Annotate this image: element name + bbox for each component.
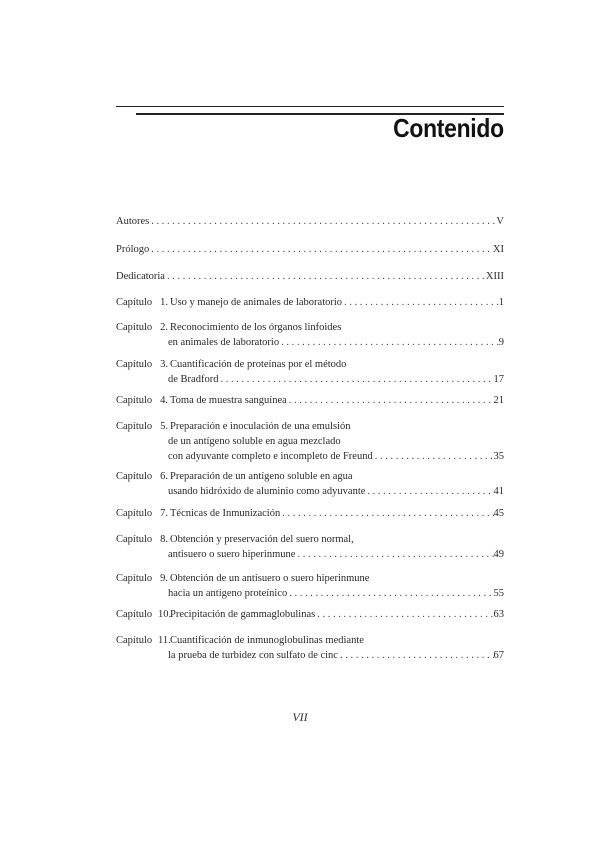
dot-leader [218,372,493,387]
chapter-number: 2. [160,322,168,333]
toc-entry-chapter[interactable] [116,320,504,350]
chapter-title-line: Cuantificación de proteínas por el método [170,359,347,370]
toc-line [116,532,504,547]
chapter-title-line: Obtención y preservación del suero normal, [170,534,354,545]
chapter-title-line: Preparación de un antígeno soluble en agua [170,471,353,482]
toc-entry-chapter[interactable] [116,571,504,601]
toc-line [116,335,504,350]
toc-line [116,419,504,434]
chapter-prefix: Capítulo [116,534,153,545]
chapter-prefix: Capítulo [116,573,153,584]
dot-leader [280,506,493,521]
dot-leader [149,214,496,229]
toc-entry-label: Autores [116,216,150,227]
dot-leader [373,449,494,464]
chapter-number: 8. [160,534,168,545]
toc-entry[interactable] [116,269,504,284]
toc-entry-chapter[interactable] [116,607,504,622]
toc-page-number: 45 [493,508,504,519]
toc-line [116,648,504,663]
toc-page-number: V [496,216,504,227]
chapter-title-line: usando hidróxido de aluminio como adyuvante [168,486,366,497]
toc-entry-chapter[interactable] [116,469,504,499]
chapter-prefix: Capítulo [116,359,153,370]
chapter-title-line: con adyuvante completo e incompleto de Freund [168,451,373,462]
dot-leader [295,547,493,562]
toc-page-number: 35 [493,451,504,462]
chapter-title-line: hacia un antígeno proteínico [168,588,288,599]
dot-leader [279,335,499,350]
toc-line [116,633,504,648]
dot-leader [342,295,499,310]
chapter-title-line: la prueba de turbidez con sulfato de cinc [168,650,338,661]
toc-line [116,484,504,499]
page-folio: VII [292,710,308,724]
toc-page-number: 49 [493,549,504,560]
chapter-number: 7. [160,508,168,519]
toc-entry-chapter[interactable] [116,295,504,310]
dot-leader [165,269,486,284]
toc-page-number: 9 [498,337,504,348]
chapter-number: 6. [160,471,168,482]
chapter-prefix: Capítulo [116,471,153,482]
chapter-prefix: Capítulo [116,508,153,519]
toc-line [116,320,504,335]
toc-line [116,269,504,284]
dot-leader [287,393,494,408]
chapter-prefix: Capítulo [116,395,153,406]
toc-line [116,357,504,372]
toc-line [116,571,504,586]
chapter-prefix: Capítulo [116,609,153,620]
header-rule-top [116,106,504,107]
toc-entry-label: Dedicatoria [116,271,165,282]
toc-entry-chapter[interactable] [116,393,504,408]
dot-leader [149,242,493,257]
chapter-number: 1. [160,297,168,308]
chapter-title-line: Precipitación de gammaglobulinas [170,609,316,620]
chapter-title-line: Obtención de un antisuero o suero hiperinmune [170,573,370,584]
toc-line [116,434,504,449]
chapter-number: 4. [160,395,168,406]
toc-page-number: 63 [493,609,504,620]
toc-page-number: 21 [493,395,504,406]
toc-entry[interactable] [116,214,504,229]
toc-line [116,449,504,464]
chapter-prefix: Capítulo [116,322,153,333]
dot-leader [365,484,493,499]
chapter-title-line: Uso y manejo de animales de laboratorio [170,297,343,308]
toc-line [116,469,504,484]
toc-entry-chapter[interactable] [116,532,504,562]
chapter-title-line: antisuero o suero hiperinmune [168,549,296,560]
dot-leader [338,648,494,663]
chapter-number: 3. [160,359,168,370]
toc-page-number: XI [492,244,504,255]
dot-leader [287,586,493,601]
toc-line [116,295,504,310]
chapter-title-line: Toma de muestra sanguínea [170,395,287,406]
toc-page-number: 41 [493,486,504,497]
chapter-number: 5. [160,421,168,432]
chapter-title-line: Preparación e inoculación de una emulsión [170,421,351,432]
chapter-title-line: en animales de laboratorio [168,337,280,348]
toc-line [116,372,504,387]
toc-page-number: 17 [493,374,504,385]
toc-entry-chapter[interactable] [116,506,504,521]
toc-line [116,214,504,229]
toc-line [116,586,504,601]
chapter-prefix: Capítulo [116,635,153,646]
toc-page-number: 67 [493,650,504,661]
chapter-number: 11. [158,635,171,646]
chapter-number: 10. [158,609,172,620]
toc-entry[interactable] [116,242,504,257]
toc-page-number: 1 [498,297,504,308]
toc-line [116,393,504,408]
toc-page-number: 55 [493,588,504,599]
toc-line [116,547,504,562]
chapter-prefix: Capítulo [116,421,153,432]
toc-entry-chapter[interactable] [116,357,504,387]
chapter-title-line: Reconocimiento de los órganos linfoides [170,322,342,333]
toc-line [116,242,504,257]
chapter-title-line: de un antígeno soluble en agua mezclado [168,436,341,447]
toc-entry-chapter[interactable] [116,633,504,663]
chapter-prefix: Capítulo [116,297,153,308]
chapter-title-line: Técnicas de Inmunización [170,508,281,519]
page-title: Contenido [393,113,504,143]
chapter-title-line: Cuantificación de inmunoglobulinas mediante [170,635,364,646]
toc-entry-label: Prólogo [116,244,150,255]
chapter-number: 9. [160,573,168,584]
toc-entry-chapter[interactable] [116,419,504,464]
dot-leader [315,607,493,622]
toc-line [116,506,504,521]
chapter-title-line: de Bradford [168,374,219,385]
toc-line [116,607,504,622]
toc-page-number: XIII [485,271,504,282]
